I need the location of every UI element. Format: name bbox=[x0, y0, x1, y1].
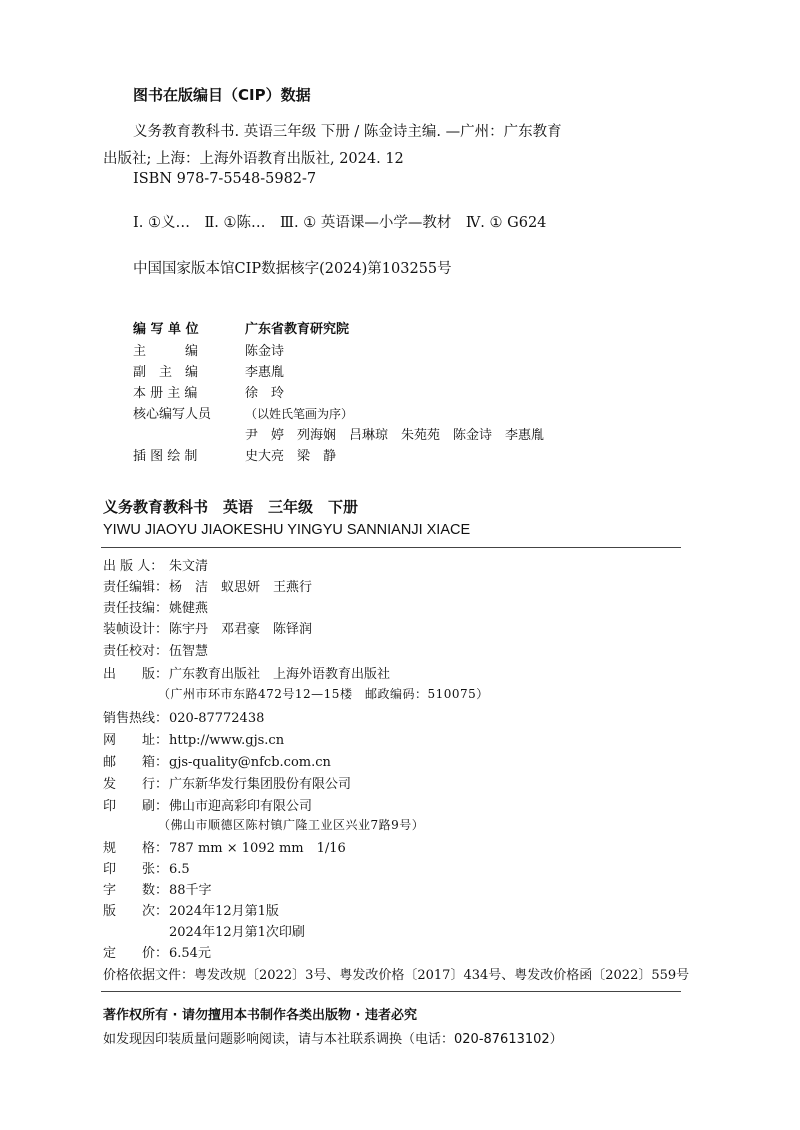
info-label: 发 行： bbox=[103, 777, 169, 792]
info-value: 787 mm × 1092 mm 1/16 bbox=[169, 841, 346, 856]
info-row bbox=[103, 729, 284, 748]
credit-row bbox=[133, 318, 349, 337]
info-value: 6.54元 bbox=[169, 946, 211, 961]
info-row bbox=[103, 751, 331, 770]
info-value: 粤发改规〔2022〕3号、粤发改价格〔2017〕434号、粤发改价格函〔2022〕559号 bbox=[194, 968, 690, 983]
credit-value: 广东省教育研究院 bbox=[245, 322, 350, 337]
credit-label: 主 编 bbox=[133, 344, 199, 359]
cip-record-number: 中国国家版本馆CIP数据核字(2024)第103255号 bbox=[133, 261, 452, 277]
info-row bbox=[103, 773, 351, 792]
info-label: 责任校对： bbox=[103, 644, 169, 659]
info-row bbox=[103, 555, 208, 574]
credit-row bbox=[133, 445, 336, 464]
credit-row bbox=[133, 340, 284, 359]
cip-classification: Ⅰ. ①义… Ⅱ. ①陈… Ⅲ. ① 英语课—小学—教材 Ⅳ. ① G624 bbox=[133, 215, 547, 231]
info-row bbox=[103, 576, 312, 595]
cip-description-line1: 义务教育教科书. 英语三年级 下册 / 陈金诗主编. —广州：广东教育 bbox=[133, 124, 562, 140]
info-row bbox=[103, 663, 390, 682]
credit-row bbox=[133, 424, 544, 443]
info-row bbox=[103, 597, 208, 616]
cip-description-line2: 出版社; 上海：上海外语教育出版社, 2024. 12 bbox=[103, 151, 404, 167]
info-value: 杨 洁 蚁思妍 王燕行 bbox=[169, 580, 313, 595]
divider-top bbox=[101, 547, 681, 548]
copyright-notice: 著作权所有 · 请勿擅用本书制作各类出版物 · 违者必究 bbox=[103, 1008, 417, 1023]
info-value: 广东教育出版社 上海外语教育出版社 bbox=[169, 667, 391, 682]
info-row bbox=[103, 858, 190, 877]
info-value: 姚健燕 bbox=[169, 601, 209, 616]
credit-label: 插 图 绘 制 bbox=[133, 449, 198, 464]
book-title: 义务教育教科书 英语 三年级 下册 bbox=[103, 498, 359, 516]
info-label: 版 次： bbox=[103, 904, 169, 919]
quality-notice: 如发现因印装质量问题影响阅读，请与本社联系调换（电话：020-87613102） bbox=[103, 1032, 563, 1047]
info-label: 出 版 人： bbox=[103, 559, 164, 574]
info-label: 邮 箱： bbox=[103, 755, 169, 770]
info-label: 责任技编： bbox=[103, 601, 169, 616]
credit-value: 史大亮 梁 静 bbox=[245, 449, 337, 464]
info-row bbox=[103, 964, 689, 983]
info-label: 出 版： bbox=[103, 667, 169, 682]
credit-row bbox=[133, 382, 284, 401]
info-value: 2024年12月第1版 bbox=[169, 904, 279, 919]
divider-bottom bbox=[101, 991, 681, 992]
info-value: 佛山市迎高彩印有限公司 bbox=[169, 799, 313, 814]
info-value: 020-87772438 bbox=[169, 711, 265, 726]
info-value: http://www.gjs.cn bbox=[169, 733, 285, 748]
cip-isbn: ISBN 978-7-5548-5982-7 bbox=[133, 171, 317, 187]
credit-label: 编 写 单 位 bbox=[133, 322, 199, 337]
credit-value: 尹 婷 列海娴 吕琳琼 朱苑苑 陈金诗 李惠胤 bbox=[245, 428, 545, 443]
credit-value: 陈金诗 bbox=[245, 344, 285, 359]
info-label: 销售热线： bbox=[103, 711, 169, 726]
info-row bbox=[103, 879, 212, 898]
info-label: 装帧设计： bbox=[103, 622, 169, 637]
info-value: 陈宇丹 邓君豪 陈铎润 bbox=[169, 622, 313, 637]
credit-label: 核心编写人员 bbox=[133, 407, 212, 422]
info-row bbox=[103, 795, 312, 814]
info-printing: 2024年12月第1次印刷 bbox=[169, 925, 305, 940]
info-label: 印 刷： bbox=[103, 799, 169, 814]
info-label: 责任编辑： bbox=[103, 580, 169, 595]
info-value: 6.5 bbox=[169, 862, 190, 877]
credit-label: 本 册 主 编 bbox=[133, 386, 198, 401]
credit-row bbox=[133, 403, 353, 422]
info-row bbox=[103, 900, 279, 919]
info-row bbox=[103, 618, 312, 637]
book-pinyin: YIWU JIAOYU JIAOKESHU YINGYU SANNIANJI XIACE bbox=[103, 522, 471, 538]
info-value: 广东新华发行集团股份有限公司 bbox=[169, 777, 352, 792]
info-label: 印 张： bbox=[103, 862, 169, 877]
credit-label: 副 主 编 bbox=[133, 365, 199, 380]
info-address: （广州市环市东路472号12—15楼 邮政编码：510075） bbox=[158, 687, 489, 701]
credit-value: 徐 玲 bbox=[245, 386, 285, 401]
info-printer-address: （佛山市顺德区陈村镇广隆工业区兴业7路9号） bbox=[158, 818, 425, 832]
info-label: 网 址： bbox=[103, 733, 169, 748]
credit-value: 李惠胤 bbox=[245, 365, 285, 380]
cip-title: 图书在版编目（CIP）数据 bbox=[133, 86, 311, 104]
info-value: gjs-quality@nfcb.com.cn bbox=[169, 755, 331, 770]
credit-row bbox=[133, 361, 284, 380]
info-value: 88千字 bbox=[169, 883, 212, 898]
info-label: 字 数： bbox=[103, 883, 169, 898]
info-value: 朱文清 bbox=[169, 559, 209, 574]
info-row bbox=[103, 942, 211, 961]
info-row bbox=[103, 707, 264, 726]
info-label: 价格依据文件： bbox=[103, 968, 195, 983]
info-row bbox=[103, 837, 346, 856]
info-row bbox=[103, 640, 208, 659]
info-label: 定 价： bbox=[103, 946, 169, 961]
info-value: 伍智慧 bbox=[169, 644, 209, 659]
credit-value: （以姓氏笔画为序） bbox=[245, 407, 354, 421]
info-label: 规 格： bbox=[103, 841, 169, 856]
